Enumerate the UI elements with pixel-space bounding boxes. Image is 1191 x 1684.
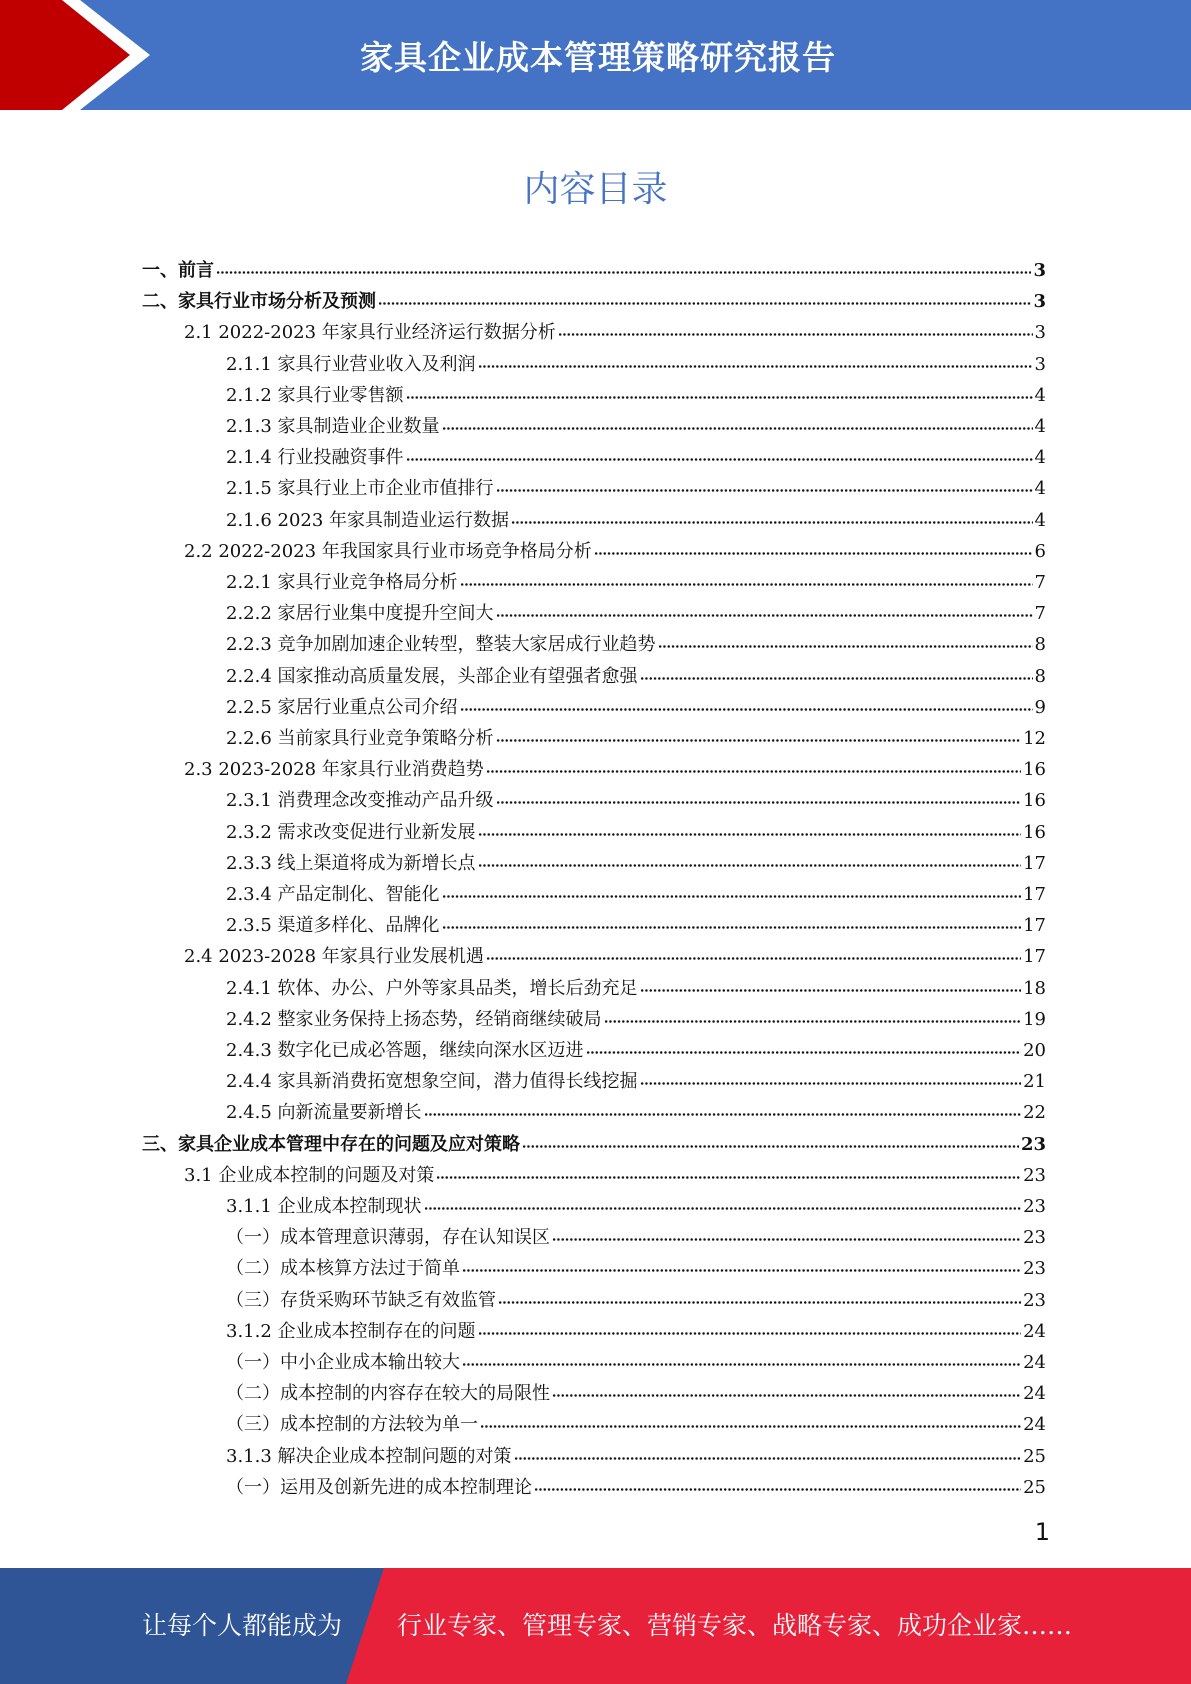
toc-entry-label: 2.2 2022-2023 年我国家具行业市场竞争格局分析 [184, 540, 592, 562]
toc-entry-page: 24 [1023, 1383, 1046, 1405]
footer-banner [0, 1568, 1191, 1684]
toc-entry[interactable] [0, 1316, 1191, 1347]
toc-entry-label: 2.4.3 数字化已成必答题，继续向深水区迈进 [226, 1040, 584, 1061]
toc-entry-page: 4 [1034, 509, 1046, 531]
toc-entry-label: 2.1.1 家具行业营业收入及利润 [226, 353, 476, 375]
toc-entry[interactable] [0, 349, 1191, 380]
toc-entry[interactable] [0, 536, 1191, 567]
toc-dot-leader [442, 926, 1022, 929]
toc-entry-label: （三）成本控制的方法较为单一 [226, 1414, 478, 1436]
toc-entry[interactable] [0, 598, 1191, 629]
toc-entry-page: 8 [1034, 634, 1046, 656]
toc-entry-page: 17 [1023, 915, 1046, 937]
toc-entry-page: 3 [1034, 353, 1046, 375]
toc-entry-page: 16 [1023, 790, 1046, 812]
toc-dot-leader [658, 645, 1033, 648]
toc-dot-leader [216, 271, 1031, 274]
toc-entry[interactable] [0, 1222, 1191, 1253]
toc-entry-page: 25 [1023, 1445, 1046, 1467]
toc-entry[interactable] [0, 692, 1191, 723]
footer-slogan-right: 行业专家、管理专家、营销专家、战略专家、成功企业家…… [397, 1611, 1073, 1640]
toc-dot-leader [460, 708, 1033, 711]
toc-entry[interactable] [0, 1285, 1191, 1316]
toc-entry-page: 4 [1034, 384, 1046, 406]
toc-entry-label: （二）成本控制的内容存在较大的局限性 [226, 1383, 550, 1405]
toc-entry[interactable] [0, 442, 1191, 473]
toc-entry-page: 17 [1023, 852, 1046, 874]
toc-dot-leader [496, 614, 1033, 617]
toc-entry[interactable] [0, 255, 1191, 286]
toc-entry-label: 2.1.3 家具制造业企业数量 [226, 416, 440, 437]
toc-entry-page: 16 [1023, 759, 1046, 781]
toc-entry-page: 24 [1023, 1352, 1046, 1373]
toc-entry-page: 21 [1023, 1071, 1046, 1093]
toc-entry-page: 4 [1034, 416, 1046, 437]
toc-dot-leader [496, 801, 1022, 804]
toc-entry-page: 16 [1023, 821, 1046, 843]
toc-entry-page: 7 [1034, 603, 1046, 625]
toc-entry-page: 23 [1023, 1289, 1046, 1311]
toc-dot-leader [552, 1238, 1021, 1241]
toc-entry[interactable] [0, 1253, 1191, 1284]
toc-entry-page: 3 [1034, 322, 1046, 344]
toc-entry-label: 2.3.4 产品定制化、智能化 [226, 884, 440, 905]
toc-entry-label: （一）运用及创新先进的成本控制理论 [226, 1476, 532, 1498]
toc-entry-label: 2.2.1 家具行业竞争格局分析 [226, 572, 458, 593]
toc-entry[interactable] [0, 380, 1191, 411]
report-title: 家具企业成本管理策略研究报告 [360, 37, 836, 77]
toc-entry-label: 2.4.1 软体、办公、户外等家具品类，增长后劲充足 [226, 977, 638, 999]
toc-entry[interactable] [0, 848, 1191, 879]
toc-entry[interactable] [0, 317, 1191, 348]
toc-dot-leader [478, 365, 1033, 368]
toc-dot-leader [378, 302, 1031, 305]
toc-entry-label: 2.2.4 国家推动高质量发展，头部企业有望强者愈强 [226, 665, 638, 687]
toc-dot-leader [604, 1020, 1022, 1023]
toc-entry-label: 2.1.5 家具行业上市企业市值排行 [226, 478, 494, 500]
toc-entry-label: 2.3 2023-2028 年家具行业消费趋势 [184, 759, 484, 781]
toc-entry[interactable] [0, 817, 1191, 848]
toc-entry-label: （一）成本管理意识薄弱，存在认知误区 [226, 1227, 550, 1249]
toc-dot-leader [486, 957, 1021, 960]
toc-entry[interactable] [0, 1129, 1191, 1160]
toc-entry[interactable] [0, 411, 1191, 442]
toc-entry-label: 三、家具企业成本管理中存在的问题及应对策略 [142, 1133, 520, 1155]
toc-entry-label: 2.4.4 家具新消费拓宽想象空间，潜力值得长线挖掘 [226, 1071, 638, 1093]
toc-entry[interactable] [0, 661, 1191, 692]
footer-slogan-left: 让每个人都能成为 [142, 1611, 343, 1640]
toc-entry[interactable] [0, 629, 1191, 660]
toc-entry-label: 2.4.2 整家业务保持上扬态势，经销商继续破局 [226, 1008, 602, 1030]
toc-entry-label: （二）成本核算方法过于简单 [226, 1258, 460, 1280]
toc-dot-leader [424, 1113, 1022, 1116]
toc-entry[interactable] [0, 473, 1191, 504]
toc-entry-page: 7 [1034, 572, 1046, 593]
toc-entry[interactable] [0, 286, 1191, 317]
toc-entry-label: 2.2.2 家居行业集中度提升空间大 [226, 603, 494, 625]
toc-entry-label: 2.1.2 家具行业零售额 [226, 384, 404, 406]
toc-entry-label: 2.3.1 消费理念改变推动产品升级 [226, 790, 494, 812]
toc-entry-label: 2.3.5 渠道多样化、品牌化 [226, 915, 440, 937]
toc-dot-leader [480, 1425, 1021, 1428]
toc-dot-leader [534, 1488, 1021, 1491]
toc-entry[interactable] [0, 879, 1191, 910]
toc-dot-leader [486, 770, 1021, 773]
toc-entry-label: 2.2.6 当前家具行业竞争策略分析 [226, 728, 494, 749]
toc-dot-leader [558, 333, 1033, 336]
toc-entry[interactable] [0, 1441, 1191, 1472]
toc-dot-leader [478, 864, 1022, 867]
toc-entry-page: 12 [1023, 728, 1046, 749]
toc-dot-leader [511, 521, 1032, 524]
toc-entry-page: 17 [1023, 946, 1046, 968]
toc-entry[interactable] [0, 1409, 1191, 1440]
toc-entry-page: 8 [1034, 665, 1046, 687]
toc-dot-leader [640, 1082, 1022, 1085]
toc-dot-leader [522, 1145, 1019, 1148]
toc-entry-label: 2.2.3 竞争加剧加速企业转型，整装大家居成行业趋势 [226, 634, 656, 656]
toc-entry-label: 3.1.2 企业成本控制存在的问题 [226, 1320, 476, 1342]
toc-entry[interactable] [0, 1191, 1191, 1222]
page-number: 1 [1034, 1518, 1050, 1546]
toc-dot-leader [442, 895, 1022, 898]
toc-entry-label: 2.4.5 向新流量要新增长 [226, 1102, 422, 1124]
toc-entry-label: （一）中小企业成本输出较大 [226, 1352, 460, 1373]
toc-entry-page: 3 [1033, 291, 1046, 313]
toc-entry-label: 2.1.6 2023 年家具制造业运行数据 [226, 509, 510, 531]
toc-entry-label: 2.3.2 需求改变促进行业新发展 [226, 821, 476, 843]
toc-dot-leader [442, 427, 1033, 430]
toc-dot-leader [496, 739, 1022, 742]
toc-dot-leader [436, 1176, 1021, 1179]
toc-entry[interactable] [0, 567, 1191, 598]
toc-dot-leader [460, 583, 1033, 586]
toc-entry-label: （三）存货采购环节缺乏有效监管 [226, 1289, 496, 1311]
toc-heading: 内容目录 [523, 169, 668, 210]
toc-entry[interactable] [0, 1066, 1191, 1097]
toc-entry-label: 3.1.3 解决企业成本控制问题的对策 [226, 1445, 512, 1467]
toc-entry-label: 二、家具行业市场分析及预测 [142, 291, 376, 313]
toc-entry-label: 2.3.3 线上渠道将成为新增长点 [226, 852, 476, 874]
toc-dot-leader [586, 1051, 1022, 1054]
toc-entry-page: 3 [1033, 260, 1046, 281]
toc-dot-leader [462, 1269, 1021, 1272]
toc-entry-label: 2.4 2023-2028 年家具行业发展机遇 [184, 946, 484, 968]
toc-entry-label: 2.1.4 行业投融资事件 [226, 447, 404, 469]
toc-entry-label: 2.1 2022-2023 年家具行业经济运行数据分析 [184, 322, 556, 344]
toc-entry[interactable] [0, 505, 1191, 536]
toc-entry-page: 24 [1023, 1414, 1046, 1436]
toc-entry-page: 23 [1023, 1196, 1046, 1217]
toc-entry-page: 18 [1023, 977, 1046, 999]
toc-entry[interactable] [0, 1378, 1191, 1409]
toc-dot-leader [478, 1332, 1022, 1335]
toc-entry-page: 4 [1034, 447, 1046, 469]
toc-entry-label: 3.1.1 企业成本控制现状 [226, 1196, 422, 1217]
toc-entry[interactable] [0, 1035, 1191, 1066]
toc-dot-leader [594, 552, 1033, 555]
toc-entry-label: 2.2.5 家居行业重点公司介绍 [226, 696, 458, 718]
report-header-banner [0, 0, 1191, 110]
toc-dot-leader [406, 396, 1033, 399]
toc-entry-page: 23 [1023, 1227, 1046, 1249]
toc-entry-page: 23 [1023, 1258, 1046, 1280]
toc-entry-page: 23 [1023, 1164, 1046, 1186]
toc-entry[interactable] [0, 785, 1191, 816]
toc-entry[interactable] [0, 910, 1191, 941]
toc-entry-page: 22 [1023, 1102, 1046, 1124]
toc-dot-leader [462, 1363, 1021, 1366]
toc-dot-leader [514, 1457, 1022, 1460]
toc-entry-label: 一、前言 [142, 260, 214, 281]
toc-dot-leader [552, 1394, 1021, 1397]
toc-dot-leader [640, 677, 1033, 680]
toc-entry[interactable] [0, 1347, 1191, 1378]
toc-entry[interactable] [0, 1004, 1191, 1035]
toc-entry-page: 9 [1034, 696, 1046, 718]
toc-entry-page: 23 [1020, 1133, 1046, 1155]
toc-entry-page: 6 [1034, 540, 1046, 562]
toc-entry[interactable] [0, 941, 1191, 972]
toc-entry[interactable] [0, 1160, 1191, 1191]
toc-dot-leader [478, 833, 1022, 836]
toc-entry-page: 20 [1023, 1040, 1046, 1061]
toc-entry[interactable] [0, 754, 1191, 785]
toc-dot-leader [424, 1207, 1022, 1210]
toc-entry-page: 4 [1034, 478, 1046, 500]
toc-dot-leader [496, 489, 1033, 492]
toc-dot-leader [406, 458, 1033, 461]
toc-entry-page: 24 [1023, 1320, 1046, 1342]
toc-entry[interactable] [0, 1472, 1191, 1503]
toc-entry[interactable] [0, 1097, 1191, 1128]
toc-entry-label: 3.1 企业成本控制的问题及对策 [184, 1164, 435, 1186]
toc-dot-leader [498, 1301, 1021, 1304]
toc-entry[interactable] [0, 973, 1191, 1004]
toc-entry-page: 19 [1023, 1008, 1046, 1030]
toc-entry[interactable] [0, 723, 1191, 754]
toc-entry-page: 25 [1023, 1476, 1046, 1498]
toc-dot-leader [640, 989, 1022, 992]
toc-entry-page: 17 [1023, 884, 1046, 905]
